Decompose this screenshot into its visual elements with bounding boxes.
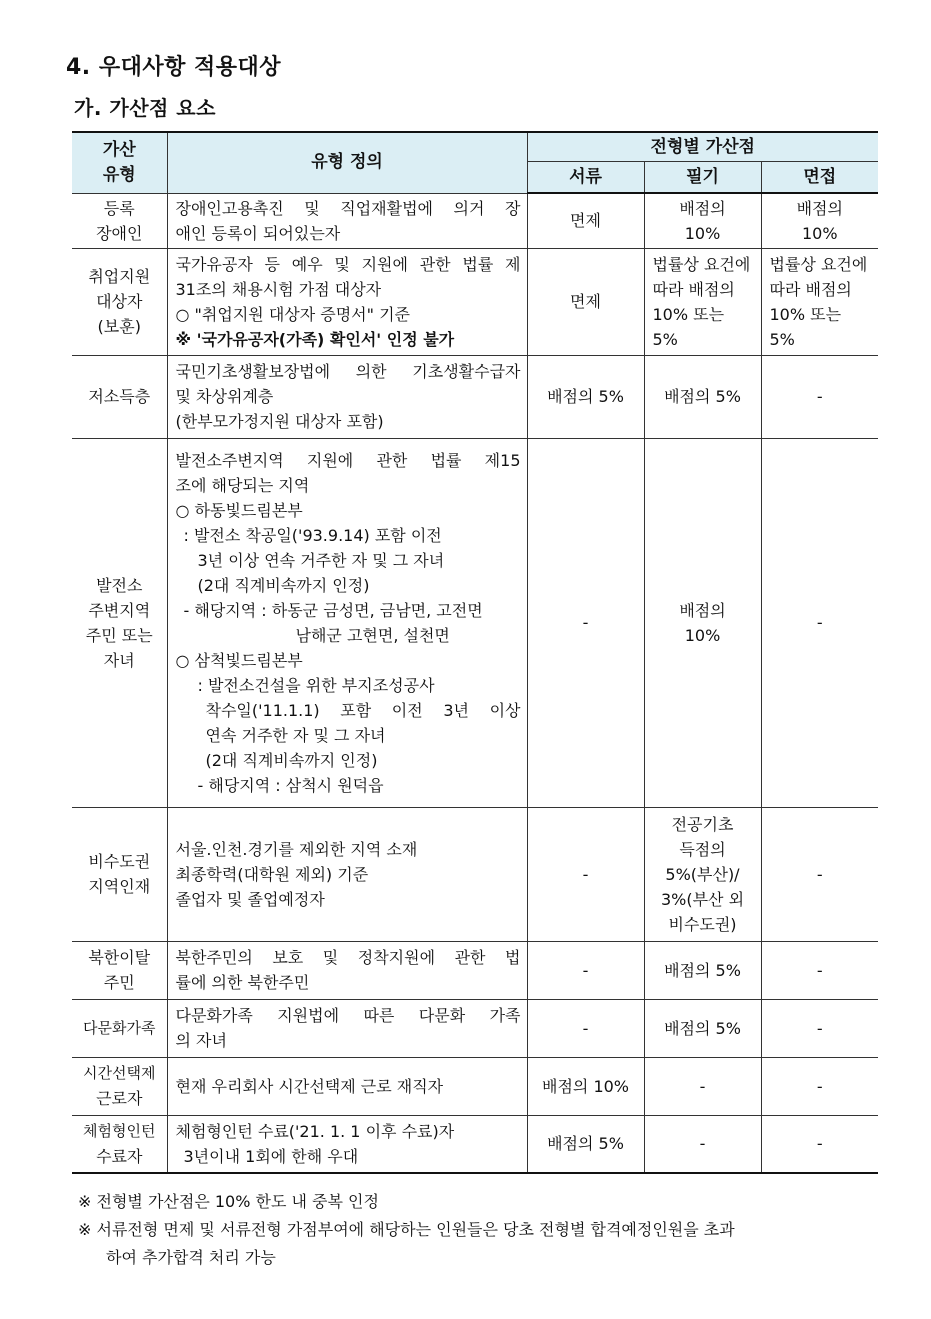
table-row	[72, 807, 878, 941]
row-written: 배점의 5%	[644, 355, 761, 438]
row-definition: 국가유공자 등 예우 및 지원에 관한 법률 제 31조의 채용시험 가점 대상자 ○ "취업지원 대상자 증명서" 기준 ※ '국가유공자(가족) 확인서' 인정 불가	[167, 248, 527, 355]
header-points-group: 전형별 가산점	[527, 132, 878, 162]
row-definition: 현재 우리회사 시간선택제 근로 재직자	[167, 1057, 527, 1115]
row-type: 다문화가족	[72, 999, 167, 1057]
row-definition: 장애인고용촉진 및 직업재활법에 의거 장 애인 등록이 되어있는자	[167, 193, 527, 248]
row-docs: 배점의 10%	[527, 1057, 644, 1115]
table-row	[72, 941, 878, 999]
row-interview: -	[761, 355, 878, 438]
row-type: 시간선택제 근로자	[72, 1057, 167, 1115]
row-type: 비수도권 지역인재	[72, 807, 167, 941]
header-type: 가산 유형	[72, 132, 167, 193]
row-definition: 체험형인턴 수료('21. 1. 1 이후 수료)자 3년이내 1회에 한해 우대	[167, 1115, 527, 1173]
row-written: 배점의 5%	[644, 941, 761, 999]
row-type: 체험형인턴 수료자	[72, 1115, 167, 1173]
row-definition: 국민기초생활보장법에 의한 기초생활수급자 및 차상위계층 (한부모가정지원 대상자 포함)	[167, 355, 527, 438]
row-docs: -	[527, 438, 644, 807]
row-interview: 법률상 요건에 따라 배점의 10% 또는 5%	[761, 248, 878, 355]
header-definition: 유형 정의	[167, 132, 527, 193]
row-interview: -	[761, 438, 878, 807]
header-interview: 면접	[761, 162, 878, 194]
row-written: -	[644, 1115, 761, 1173]
header-docs: 서류	[527, 162, 644, 194]
row-definition: 다문화가족 지원법에 따른 다문화 가족 의 자녀	[167, 999, 527, 1057]
footnote: ※ 전형별 가산점은 10% 한도 내 중복 인정	[78, 1192, 379, 1211]
row-docs: 배점의 5%	[527, 355, 644, 438]
row-docs: 배점의 5%	[527, 1115, 644, 1173]
bonus-points-table	[72, 131, 878, 1174]
row-interview: -	[761, 1057, 878, 1115]
row-interview: -	[761, 999, 878, 1057]
table-row	[72, 355, 878, 438]
footnote: ※ 서류전형 면제 및 서류전형 가점부여에 해당하는 인원들은 당초 전형별 합격예정인원을 초과	[78, 1220, 735, 1239]
row-docs: -	[527, 999, 644, 1057]
row-interview: -	[761, 941, 878, 999]
row-type: 북한이탈 주민	[72, 941, 167, 999]
row-written: -	[644, 1057, 761, 1115]
row-definition: 북한주민의 보호 및 정착지원에 관한 법 률에 의한 북한주민	[167, 941, 527, 999]
row-docs: 면제	[527, 193, 644, 248]
table-row	[72, 1057, 878, 1115]
row-written: 배점의 5%	[644, 999, 761, 1057]
row-docs: 면제	[527, 248, 644, 355]
row-interview: 배점의 10%	[761, 193, 878, 248]
row-type: 등록 장애인	[72, 193, 167, 248]
table-row	[72, 193, 878, 248]
row-docs: -	[527, 941, 644, 999]
subsection-heading: 가. 가산점 요소	[74, 96, 216, 120]
row-written: 배점의 10%	[644, 193, 761, 248]
footnotes	[78, 1188, 735, 1272]
header-written: 필기	[644, 162, 761, 194]
row-type: 취업지원 대상자 (보훈)	[72, 248, 167, 355]
row-written: 법률상 요건에 따라 배점의 10% 또는 5%	[644, 248, 761, 355]
row-interview: -	[761, 1115, 878, 1173]
table-row	[72, 248, 878, 355]
table-row	[72, 999, 878, 1057]
section-heading: 4. 우대사항 적용대상	[66, 55, 281, 80]
row-definition: 서울.인천.경기를 제외한 지역 소재 최종학력(대학원 제외) 기준 졸업자 및 졸업예정자	[167, 807, 527, 941]
row-type: 저소득층	[72, 355, 167, 438]
table-row	[72, 1115, 878, 1173]
row-interview: -	[761, 807, 878, 941]
row-definition: 발전소주변지역 지원에 관한 법률 제15 조에 해당되는 지역 ○ 하동빛드림본부 : 발전소 착공일('93.9.14) 포함 이전 3년 이상 연속 거주한 자 및 그 자녀 (2대 직계비속까지 인정) - 해당지역 : 하동군 금성면, 금남면, 고전면 남해군 고현면, 설천면 ○ 삼척빛드림본부 : 발전소건설을 위한 부지조성공사 착수일('11.1.1) 포함 이전 3년 이상 연속 거주한 자 및 그 자녀 (2대 직계비속까지 인정) - 해당지역 : 삼척시 원덕읍	[167, 438, 527, 807]
row-type: 발전소 주변지역 주민 또는 자녀	[72, 438, 167, 807]
row-docs: -	[527, 807, 644, 941]
row-written: 배점의 10%	[644, 438, 761, 807]
table-row	[72, 438, 878, 807]
footnote: 하여 추가합격 처리 가능	[106, 1248, 276, 1267]
row-written: 전공기초 득점의 5%(부산)/ 3%(부산 외 비수도권)	[644, 807, 761, 941]
